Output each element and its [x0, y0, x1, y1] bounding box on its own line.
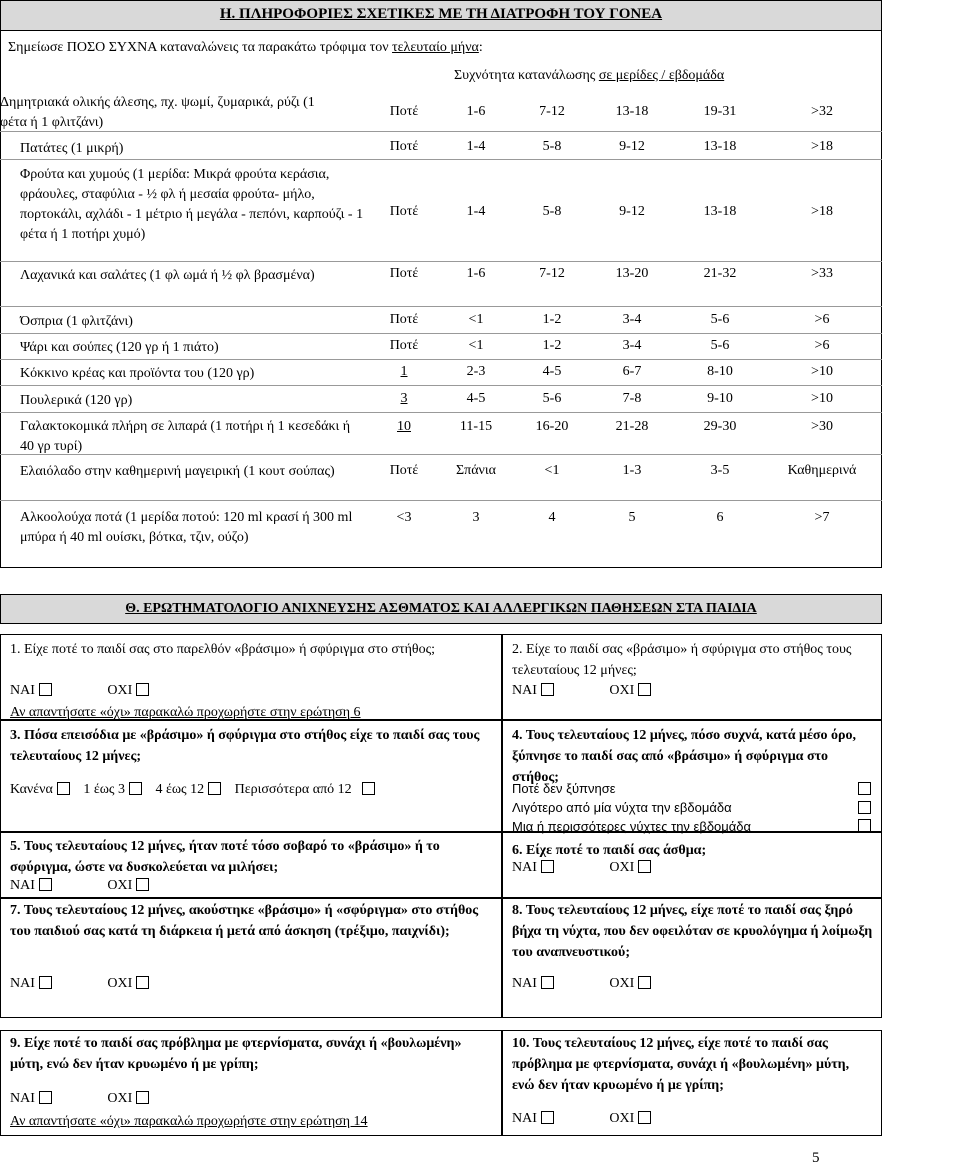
food-label: Πατάτες (1 μικρή) — [20, 141, 124, 156]
page-number: 5 — [812, 1150, 820, 1166]
frequency-option[interactable]: 29-30 — [703, 419, 737, 434]
q1-no-checkbox[interactable] — [136, 683, 149, 696]
food-label: Δημητριακά ολικής άλεσης, πχ. ψωμί, ζυμαρικά, ρύζι (1 φέτα ή 1 φλιτζάνι) — [0, 95, 315, 130]
row-separator — [0, 306, 882, 307]
frequency-option[interactable]: 13-18 — [615, 104, 649, 119]
food-label: Ψάρι και σούπες (120 γρ ή 1 πιάτο) — [20, 340, 219, 355]
frequency-option[interactable]: <1 — [544, 463, 560, 478]
frequency-option[interactable]: <3 — [396, 510, 412, 525]
q2-no-checkbox[interactable] — [638, 683, 651, 696]
q3-option-1-3-checkbox[interactable] — [129, 782, 142, 795]
frequency-option[interactable]: 1-3 — [622, 463, 642, 478]
frequency-option[interactable]: 16-20 — [535, 419, 569, 434]
q4-option-never: Ποτέ δεν ξύπνησε — [512, 781, 616, 796]
frequency-option[interactable]: 1-2 — [542, 312, 562, 327]
food-label: Κόκκινο κρέας και προϊόντα του (120 γρ) — [20, 366, 255, 381]
frequency-option[interactable]: 4-5 — [466, 391, 486, 406]
frequency-option[interactable]: 11-15 — [459, 419, 493, 434]
frequency-option[interactable]: 10 — [397, 419, 411, 434]
frequency-option[interactable]: 5 — [628, 510, 636, 525]
frequency-option[interactable]: >33 — [811, 266, 833, 281]
frequency-option[interactable]: >32 — [811, 104, 833, 119]
frequency-option[interactable]: 5-6 — [710, 312, 730, 327]
q2-yes-no: ΝΑΙ ΟΧΙ — [512, 683, 651, 699]
frequency-option[interactable]: 13-20 — [615, 266, 649, 281]
frequency-option[interactable]: 6 — [716, 510, 724, 525]
row-separator — [0, 159, 882, 160]
q5-yes-checkbox[interactable] — [39, 878, 52, 891]
frequency-option[interactable]: Σπάνια — [456, 463, 496, 478]
frequency-option[interactable]: 3 — [400, 391, 408, 406]
q10-text: 10. Τους τελευταίους 12 μήνες, είχε ποτέ το παιδί σας πρόβλημα με φτερνίσματα, συνάχι ή «βουλωμένη» μύτη, ενώ δεν ήταν κρυωμένο ή με γρίπη; — [512, 1036, 850, 1093]
food-label: Φρούτα και χυμούς (1 μερίδα: Μικρά φρούτα κεράσια, φράουλες, σταφύλια - ½ φλ ή μεσαία φρούτα- μήλο, πορτοκάλι, αχλάδι - 1 μέτριο ή μεγάλα - πεπόνι, καρπούζι - 1 φέτα ή 1 ποτήρι χυμό) — [20, 167, 364, 242]
frequency-option[interactable]: Ποτέ — [389, 104, 419, 119]
q4-text: 4. Τους τελευταίους 12 μήνες, πόσο συχνά, κατά μέσο όρο, ξύπνησε το παιδί σας από «βράσιμο» ή σφύριγμα στο στήθος; — [512, 728, 857, 785]
frequency-option[interactable]: 7-12 — [539, 104, 565, 119]
frequency-option[interactable]: 5-6 — [710, 338, 730, 353]
frequency-option[interactable]: 13-18 — [703, 204, 737, 219]
section-theta-title: Θ. ΕΡΩΤΗΜΑΤΟΛΟΓΙΟ ΑΝΙΧΝΕΥΣΗΣ ΑΣΘΜΑΤΟΣ ΚΑΙ ΑΛΛΕΡΓΙΚΩΝ ΠΑΘΗΣΕΩΝ ΣΤΑ ΠΑΙΔΙΑ — [125, 601, 757, 616]
food-label: Αλκοολούχα ποτά (1 μερίδα ποτού: 120 ml κρασί ή 300 ml μπύρα ή 40 ml ουίσκι, βότκα, τζιν, ούζο) — [20, 510, 353, 545]
row-separator — [0, 385, 882, 386]
section-h-instruction: Σημείωσε ΠΟΣΟ ΣΥΧΝΑ καταναλώνεις τα παρακάτω τρόφιμα τον τελευταίο μήνα: — [8, 40, 483, 55]
frequency-option[interactable]: 9-12 — [619, 139, 645, 154]
frequency-option[interactable]: Ποτέ — [389, 338, 419, 353]
frequency-option[interactable]: 3-4 — [622, 338, 642, 353]
q4-option-one-or-more-checkbox[interactable] — [858, 819, 871, 832]
q1-note: Αν απαντήσατε «όχι» παρακαλώ προχωρήστε στην ερώτηση 6 — [10, 705, 361, 720]
frequency-option[interactable]: Ποτέ — [389, 463, 419, 478]
frequency-option[interactable]: 4 — [548, 510, 556, 525]
row-separator — [0, 333, 882, 334]
frequency-option[interactable]: 1-2 — [542, 338, 562, 353]
q9-note: Αν απαντήσατε «όχι» παρακαλώ προχωρήστε στην ερώτηση 14 — [10, 1114, 368, 1129]
q2-yes-checkbox[interactable] — [541, 683, 554, 696]
q3-options: Κανένα 1 έως 3 4 έως 12 Περισσότερα από 12 — [10, 782, 375, 798]
q9-text: 9. Είχε ποτέ το παιδί σας πρόβλημα με φτερνίσματα, συνάχι ή «βουλωμένη» μύτη, ενώ δεν ήταν κρυωμένο ή με γρίπη; — [10, 1036, 462, 1072]
row-separator — [0, 131, 882, 132]
frequency-option[interactable]: 1-6 — [466, 104, 486, 119]
row-separator — [0, 261, 882, 262]
row-separator — [0, 359, 882, 360]
q9-yes-no: ΝΑΙ ΟΧΙ — [10, 1091, 149, 1107]
frequency-option[interactable]: Ποτέ — [389, 312, 419, 327]
q4-option-less-than-one: Λιγότερο από μία νύχτα την εβδομάδα — [512, 800, 732, 815]
frequency-option[interactable]: 4-5 — [542, 364, 562, 379]
q8-yes-no: ΝΑΙ ΟΧΙ — [512, 976, 651, 992]
q3-option-none-checkbox[interactable] — [57, 782, 70, 795]
q6-no-checkbox[interactable] — [638, 860, 651, 873]
row-separator — [0, 454, 882, 455]
frequency-option[interactable]: >6 — [814, 338, 830, 353]
q3-option-4-12-checkbox[interactable] — [208, 782, 221, 795]
frequency-option[interactable]: >6 — [814, 312, 830, 327]
frequency-option[interactable]: 21-32 — [703, 266, 737, 281]
frequency-option[interactable]: 7-12 — [539, 266, 565, 281]
section-h-title: Η. ΠΛΗΡΟΦΟΡΙΕΣ ΣΧΕΤΙΚΕΣ ΜΕ ΤΗ ΔΙΑΤΡΟΦΗ ΤΟΥ ΓΟΝΕΑ — [219, 6, 663, 22]
food-label: Πουλερικά (120 γρ) — [20, 393, 133, 408]
frequency-option[interactable]: 2-3 — [466, 364, 486, 379]
frequency-option[interactable]: Ποτέ — [389, 266, 419, 281]
q1-yes-checkbox[interactable] — [39, 683, 52, 696]
row-separator — [0, 500, 882, 501]
q3-text: 3. Πόσα επεισόδια με «βράσιμο» ή σφύριγμα στο στήθος είχε το παιδί σας τους τελευταίους 12 μήνες; — [10, 728, 480, 764]
food-label: Γαλακτοκομικά πλήρη σε λιπαρά (1 ποτήρι ή 1 κεσεδάκι ή 40 γρ τυρί) — [20, 419, 351, 454]
frequency-option[interactable]: 8-10 — [707, 364, 733, 379]
q8-text: 8. Τους τελευταίους 12 μήνες, είχε ποτέ το παιδί σας ξηρό βήχα τη νύχτα, που δεν οφειλόταν σε κρυολόγημα ή λοίμωξη του αναπνευστικού; — [512, 903, 873, 960]
food-label: Ελαιόλαδο στην καθημερινή μαγειρική (1 κουτ σούπας) — [20, 464, 335, 479]
frequency-option[interactable]: >10 — [811, 391, 833, 406]
frequency-option[interactable]: 19-31 — [703, 104, 737, 119]
frequency-option[interactable]: Ποτέ — [389, 139, 419, 154]
frequency-option[interactable]: >30 — [811, 419, 833, 434]
frequency-option[interactable]: 5-6 — [542, 391, 562, 406]
frequency-option[interactable]: Ποτέ — [389, 204, 419, 219]
frequency-option[interactable]: Καθημερινά — [787, 463, 857, 478]
frequency-option[interactable]: 6-7 — [622, 364, 642, 379]
frequency-option[interactable]: >18 — [811, 139, 833, 154]
frequency-option[interactable]: 5-8 — [542, 204, 562, 219]
frequency-header: Συχνότητα κατανάλωσης σε μερίδες / εβδομάδα — [454, 68, 725, 83]
q4-option-never-checkbox[interactable] — [858, 782, 871, 795]
q1-yes-no: ΝΑΙ ΟΧΙ — [10, 683, 149, 699]
frequency-option[interactable]: 1-4 — [466, 204, 486, 219]
q6-yes-no: ΝΑΙ ΟΧΙ — [512, 860, 651, 876]
q10-yes-checkbox[interactable] — [541, 1111, 554, 1124]
frequency-option[interactable]: >7 — [814, 510, 830, 525]
food-label: Λαχανικά και σαλάτες (1 φλ ωμά ή ½ φλ βρασμένα) — [20, 268, 315, 283]
q8-yes-checkbox[interactable] — [541, 976, 554, 989]
q5-yes-no: ΝΑΙ ΟΧΙ — [10, 878, 149, 894]
frequency-option[interactable]: 1 — [400, 364, 408, 379]
frequency-option[interactable]: 5-8 — [542, 139, 562, 154]
q9-no-checkbox[interactable] — [136, 1091, 149, 1104]
q10-yes-no: ΝΑΙ ΟΧΙ — [512, 1111, 651, 1127]
frequency-option[interactable]: >10 — [811, 364, 833, 379]
q5-no-checkbox[interactable] — [136, 878, 149, 891]
frequency-option[interactable]: 13-18 — [703, 139, 737, 154]
q6-yes-checkbox[interactable] — [541, 860, 554, 873]
frequency-option[interactable]: 21-28 — [615, 419, 649, 434]
frequency-option[interactable]: 1-6 — [466, 266, 486, 281]
frequency-option[interactable]: <1 — [468, 312, 484, 327]
q8-no-checkbox[interactable] — [638, 976, 651, 989]
q7-no-checkbox[interactable] — [136, 976, 149, 989]
q4-option-one-or-more: Μια ή περισσότερες νύχτες την εβδομάδα — [512, 819, 752, 834]
frequency-option[interactable]: 9-12 — [619, 204, 645, 219]
frequency-option[interactable]: 3-4 — [622, 312, 642, 327]
q7-yes-no: ΝΑΙ ΟΧΙ — [10, 976, 149, 992]
q7-text: 7. Τους τελευταίους 12 μήνες, ακούστηκε «βράσιμο» ή «σφύριγμα» στο στήθος του παιδιού σας κατά τη διάρκεια ή μετά από άσκηση (τρέξιμο, παιχνίδι); — [10, 903, 479, 939]
q5-text: 5. Τους τελευταίους 12 μήνες, ήταν ποτέ τόσο σοβαρό το «βράσιμο» ή το σφύριγμα, ώστε να δυσκολεύεται να μιλήσει; — [10, 839, 440, 875]
frequency-option[interactable]: <1 — [468, 338, 484, 353]
q4-option-less-than-one-checkbox[interactable] — [858, 801, 871, 814]
q2-text: 2. Είχε το παιδί σας «βράσιμο» ή σφύριγμα στο στήθος τους τελευταίους 12 μήνες; — [512, 642, 852, 678]
q9-yes-checkbox[interactable] — [39, 1091, 52, 1104]
frequency-option[interactable]: 1-4 — [466, 139, 486, 154]
frequency-option[interactable]: >18 — [811, 204, 833, 219]
row-separator — [0, 412, 882, 413]
food-label: Όσπρια (1 φλιτζάνι) — [20, 314, 133, 329]
frequency-option[interactable]: 7-8 — [622, 391, 642, 406]
q6-text: 6. Είχε ποτέ το παιδί σας άσθμα; — [512, 843, 707, 858]
frequency-option[interactable]: 3 — [472, 510, 480, 525]
frequency-option[interactable]: 3-5 — [710, 463, 730, 478]
q3-option-more-12-checkbox[interactable] — [362, 782, 375, 795]
q7-yes-checkbox[interactable] — [39, 976, 52, 989]
frequency-option[interactable]: 9-10 — [707, 391, 733, 406]
q1-text: 1. Είχε ποτέ το παιδί σας στο παρελθόν «βράσιμο» ή σφύριγμα στο στήθος; — [10, 642, 436, 657]
q10-no-checkbox[interactable] — [638, 1111, 651, 1124]
